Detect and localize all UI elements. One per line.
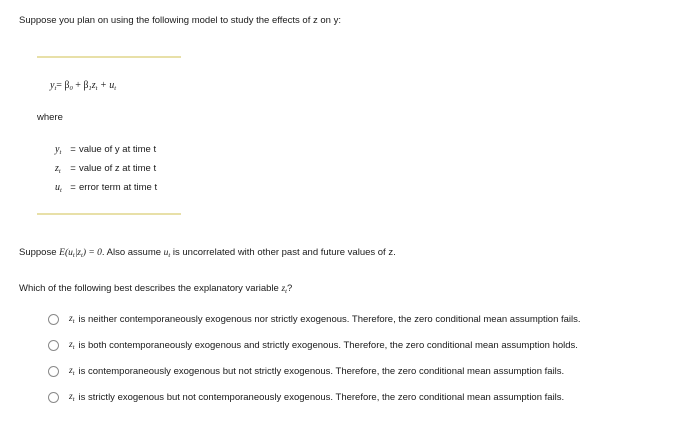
option-variable: $z_t$ [69,314,75,325]
where-label: where [37,112,63,123]
model-equation: $y_t= \beta_0 + \beta_1z_t + u_t$ [50,80,117,92]
definition-row: $z_t$ = value of z at time t [55,163,157,175]
option-variable: $z_t$ [69,392,75,403]
option-variable: $z_t$ [69,340,75,351]
question-text: Which of the following best describes the explanatory variable $z_t$? [19,283,293,295]
radio-button[interactable] [48,340,59,351]
option-label: is neither contemporaneously exogenous nor strictly exogenous. Therefore, the zero conditional mean assumption fails. [78,314,581,325]
answer-option[interactable] [48,392,564,403]
answer-option[interactable] [48,314,581,325]
intro-text: Suppose you plan on using the following model to study the effects of z on y: [19,15,341,26]
option-label: is strictly exogenous but not contemporaneously exogenous. Therefore, the zero conditional mean assumption fails. [78,392,565,403]
assumption-text: Suppose $E(u_t|z_t) = 0$. Also assume $u_t$ is uncorrelated with other past and future values of z. [19,247,396,259]
answer-option[interactable] [48,366,564,377]
bottom-divider [37,213,181,215]
top-divider [37,56,181,58]
radio-button[interactable] [48,366,59,377]
option-label: is both contemporaneously exogenous and strictly exogenous. Therefore, the zero conditional mean assumption holds. [78,340,578,351]
radio-button[interactable] [48,314,59,325]
definition-row: $u_t$ = error term at time t [55,182,158,194]
option-variable: $z_t$ [69,366,75,377]
answer-option[interactable] [48,340,578,351]
option-label: is contemporaneously exogenous but not strictly exogenous. Therefore, the zero conditional mean assumption fails. [78,366,565,377]
radio-button[interactable] [48,392,59,403]
definition-row: $y_t$ = value of y at time t [55,144,157,156]
